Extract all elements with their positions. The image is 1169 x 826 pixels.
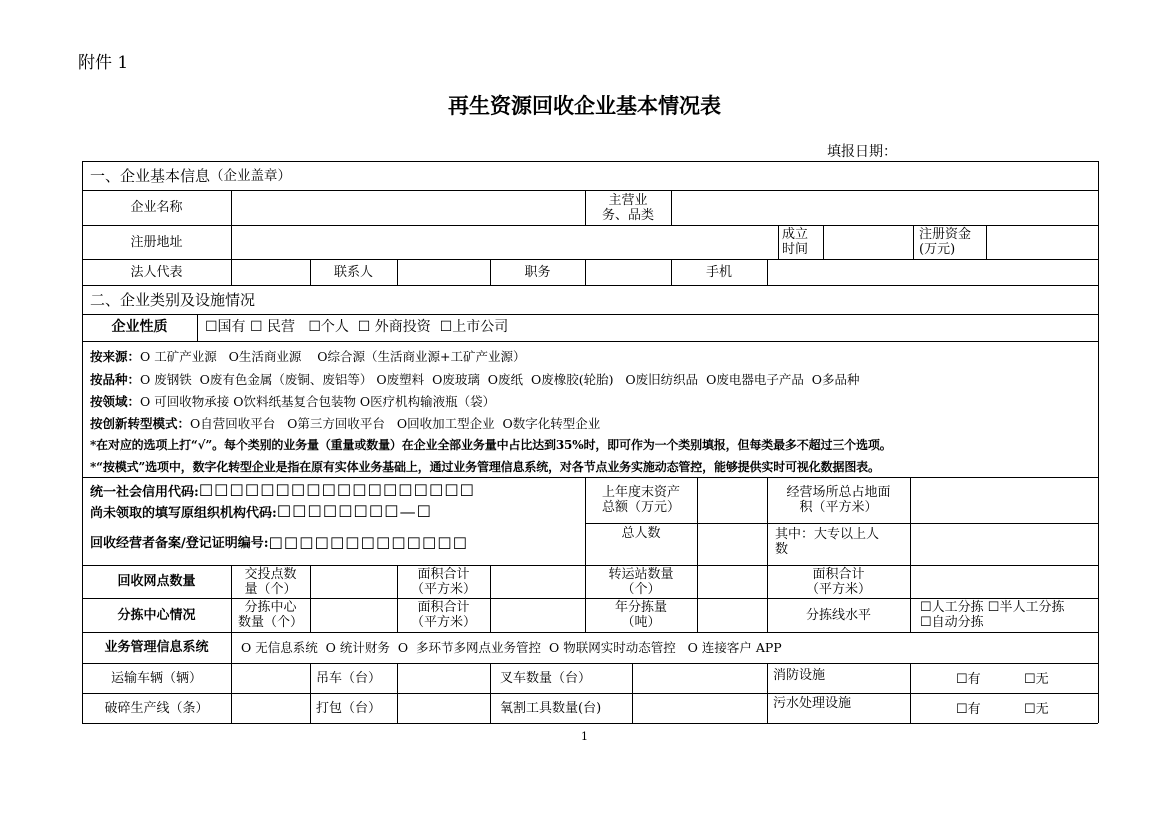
note-selection-rule: *在对应的选项上打“√”。每个类别的业务量（重量或数量）在企业全部业务量中占比达到35%时，即可作为一个类别填报，但每类最多不超过三个选项。 — [90, 438, 892, 452]
transfer-area-label-line2: （平方米） — [805, 581, 871, 597]
fire-label: 消防设施 — [773, 668, 826, 683]
assets-label-line2: 总额（万元） — [601, 500, 680, 515]
fire-options — [910, 663, 1098, 693]
baler-label: 打包（台） — [316, 700, 382, 716]
reg-address-label: 注册地址 — [130, 234, 183, 250]
annual-sort-label-line2: （吨） — [621, 615, 661, 630]
sewage-label: 污水处理设施 — [773, 696, 852, 711]
mis-options[interactable]: O 无信息系统 O 统计财务 O 多环节多网点业务管控 O 物联网实时动态管控 O 连接客户 APP — [241, 640, 782, 655]
crusher-field[interactable] — [231, 693, 310, 723]
transfer-label-line2: （个） — [621, 581, 661, 597]
crusher-label: 破碎生产线（条） — [104, 700, 209, 716]
company-name-field[interactable] — [231, 190, 585, 225]
reg-capital-label-line2: (万元) — [919, 242, 956, 257]
section1-title: 一、企业基本信息 — [90, 166, 211, 185]
sorting-centers-label-line1: 分拣中心 — [244, 600, 297, 615]
crane-field[interactable] — [397, 663, 490, 693]
transfer-label — [585, 565, 697, 598]
sort-line-level-label: 分拣线水平 — [805, 607, 871, 623]
established-label-line2: 时间 — [782, 242, 809, 257]
vehicles-field[interactable] — [231, 663, 310, 693]
enterprise-nature-label: 企业性质 — [111, 319, 168, 335]
total-staff-label: 总人数 — [621, 526, 661, 541]
phone-field[interactable] — [767, 259, 1098, 285]
table-border-line — [1098, 161, 1099, 723]
page-title: 再生资源回收企业基本情况表 — [448, 93, 721, 118]
mode-label: 按创新转型模式： — [90, 416, 191, 431]
transfer-area-label-line1: 面积合计 — [812, 566, 865, 582]
contact-field[interactable] — [397, 259, 490, 285]
fill-date-label: 填报日期： — [827, 144, 897, 160]
position-field[interactable] — [585, 259, 671, 285]
sorting-centers-field[interactable] — [310, 598, 397, 632]
dropoff-label-line1: 交投点数 — [244, 566, 297, 582]
dropoff-label-line2: 量（个） — [244, 581, 297, 597]
network-label: 回收网点数量 — [117, 574, 196, 589]
established-label-line1: 成立 — [782, 227, 809, 242]
main-business-label-line2: 务、品类 — [601, 207, 654, 223]
variety-options[interactable]: O 废钢铁 O废有色金属（废铜、废铝等） O废塑料 O废玻璃 O废纸 O废橡胶(轮胎) O废旧纺织品 O废电器电子产品 O多品种 — [140, 372, 860, 387]
sorting-area-label — [397, 598, 490, 632]
position-label: 职务 — [524, 264, 551, 280]
section2-title: 二、企业类别及设施情况 — [90, 290, 256, 309]
sorting-area-label-line1: 面积合计 — [417, 600, 470, 615]
crane-label: 吊车（台） — [316, 670, 382, 686]
category-by-variety[interactable] — [90, 370, 860, 388]
sort-level-options-line2[interactable]: ☐自动分拣 — [920, 615, 984, 630]
established-label — [778, 225, 823, 259]
reg-capital-label — [913, 225, 986, 259]
contact-label: 联系人 — [333, 264, 373, 280]
sewage-options — [910, 693, 1098, 723]
source-options[interactable]: O 工矿产业源 O生活商业源 O综合源（生活商业源+工矿产业源） — [140, 349, 526, 364]
fire-no-checkbox[interactable]: ☐无 — [1024, 672, 1049, 687]
assets-label-line1: 上年度末资产 — [601, 485, 680, 500]
category-by-mode[interactable] — [90, 414, 600, 432]
recycler-no-label: 回收经营者备案/登记证明编号: — [90, 535, 269, 551]
forklift-field[interactable] — [632, 663, 767, 693]
transfer-area-field[interactable] — [910, 565, 1098, 598]
site-area-field[interactable] — [910, 477, 1098, 523]
org-code-label: 尚未领取的填写原组织机构代码: — [90, 506, 277, 521]
main-business-label — [585, 190, 671, 225]
sort-level-options[interactable] — [910, 598, 1098, 632]
college-staff-label — [767, 523, 910, 565]
college-staff-field[interactable] — [910, 523, 1098, 565]
site-area-label — [767, 477, 910, 523]
domain-options[interactable]: O 可回收物承接 O饮料纸基复合包装物 O医疗机构输液瓶（袋） — [140, 394, 496, 409]
sorting-centers-label — [231, 598, 310, 632]
legal-rep-field[interactable] — [231, 259, 310, 285]
dropoff-field[interactable] — [310, 565, 397, 598]
page-number: 1 — [581, 730, 588, 743]
credit-code-boxes[interactable]: ☐☐☐☐☐☐☐☐☐☐☐☐☐☐☐☐☐☐ — [198, 481, 475, 500]
mis-label: 业务管理信息系统 — [104, 640, 209, 655]
assets-label — [585, 477, 697, 523]
source-label: 按来源： — [90, 349, 141, 364]
sewage-yes-checkbox[interactable]: ☐有 — [956, 702, 981, 717]
cutter-label: 氧割工具数量(台) — [500, 700, 602, 716]
annual-sort-label-line1: 年分拣量 — [614, 600, 667, 615]
vehicles-label: 运输车辆（辆） — [110, 670, 202, 686]
baler-field[interactable] — [397, 693, 490, 723]
category-by-source[interactable] — [90, 347, 526, 365]
site-area-label-line1: 经营场所总占地面 — [786, 485, 891, 500]
cutter-field[interactable] — [632, 693, 767, 723]
section1-note: （企业盖章） — [210, 167, 292, 184]
recycler-no-boxes[interactable]: ☐☐☐☐☐☐☐☐☐☐☐☐☐ — [268, 533, 469, 553]
fire-yes-checkbox[interactable]: ☐有 — [956, 672, 981, 687]
category-by-domain[interactable] — [90, 392, 495, 410]
credit-code-label: 统一社会信用代码: — [90, 485, 199, 500]
site-area-label-line2: 积（平方米） — [799, 500, 878, 515]
transfer-label-line1: 转运站数量 — [608, 566, 674, 582]
phone-label: 手机 — [705, 264, 732, 280]
annual-sort-label — [585, 598, 697, 632]
total-staff-field[interactable] — [697, 523, 767, 565]
credit-code-cell — [90, 481, 585, 521]
section1-heading — [90, 162, 690, 190]
attachment-label: 附件 1 — [78, 53, 129, 73]
sorting-area-label-line2: （平方米） — [410, 615, 476, 630]
transfer-area-label — [767, 565, 910, 598]
legal-rep-label: 法人代表 — [130, 264, 183, 280]
sorting-area-field[interactable] — [490, 598, 585, 632]
variety-label: 按品种： — [90, 372, 141, 387]
forklift-label: 叉车数量（台） — [500, 670, 592, 686]
network-area-label — [397, 565, 490, 598]
sort-level-options-line1[interactable]: ☐人工分拣 ☐半人工分拣 — [920, 600, 1065, 615]
reg-capital-label-line1: 注册资金 — [919, 227, 972, 242]
company-name-label: 企业名称 — [130, 200, 183, 215]
sorting-label: 分拣中心情况 — [117, 607, 196, 623]
sewage-no-checkbox[interactable]: ☐无 — [1024, 702, 1049, 717]
annual-sort-field[interactable] — [697, 598, 767, 632]
college-staff-label-line1: 其中：大专以上人 — [775, 527, 880, 542]
transfer-field[interactable] — [697, 565, 767, 598]
dropoff-label — [231, 565, 310, 598]
domain-label: 按领域： — [90, 394, 141, 409]
network-area-field[interactable] — [490, 565, 585, 598]
network-area-label-line1: 面积合计 — [417, 566, 470, 582]
recycler-no-cell — [90, 530, 585, 556]
college-staff-label-line2: 数 — [775, 542, 789, 557]
mode-options[interactable]: O自营回收平台 O第三方回收平台 O回收加工型企业 O数字化转型企业 — [190, 416, 601, 431]
table-border-line — [82, 341, 1098, 342]
org-code-boxes[interactable]: ☐☐☐☐☐☐☐☐—☐ — [276, 502, 432, 521]
main-business-label-line1: 主营业 — [608, 192, 648, 208]
reg-address-field[interactable] — [231, 225, 778, 259]
network-area-label-line2: （平方米） — [410, 581, 476, 597]
reg-capital-field[interactable] — [986, 225, 1098, 259]
assets-field[interactable] — [697, 477, 767, 523]
enterprise-nature-options[interactable]: ☐国有 ☐ 民营 ☐个人 ☐ 外商投资 ☐上市公司 — [205, 319, 509, 335]
table-border-line — [82, 723, 1098, 724]
note-digital-mode: *“按模式”选项中，数字化转型企业是指在原有实体业务基础上，通过业务管理信息系统，对各节点业务实施动态管控，能够提供实时可视化数据图表。 — [90, 460, 880, 474]
main-business-field[interactable] — [671, 190, 1098, 225]
sorting-centers-label-line2: 数量（个） — [237, 615, 303, 630]
established-field[interactable] — [823, 225, 913, 259]
